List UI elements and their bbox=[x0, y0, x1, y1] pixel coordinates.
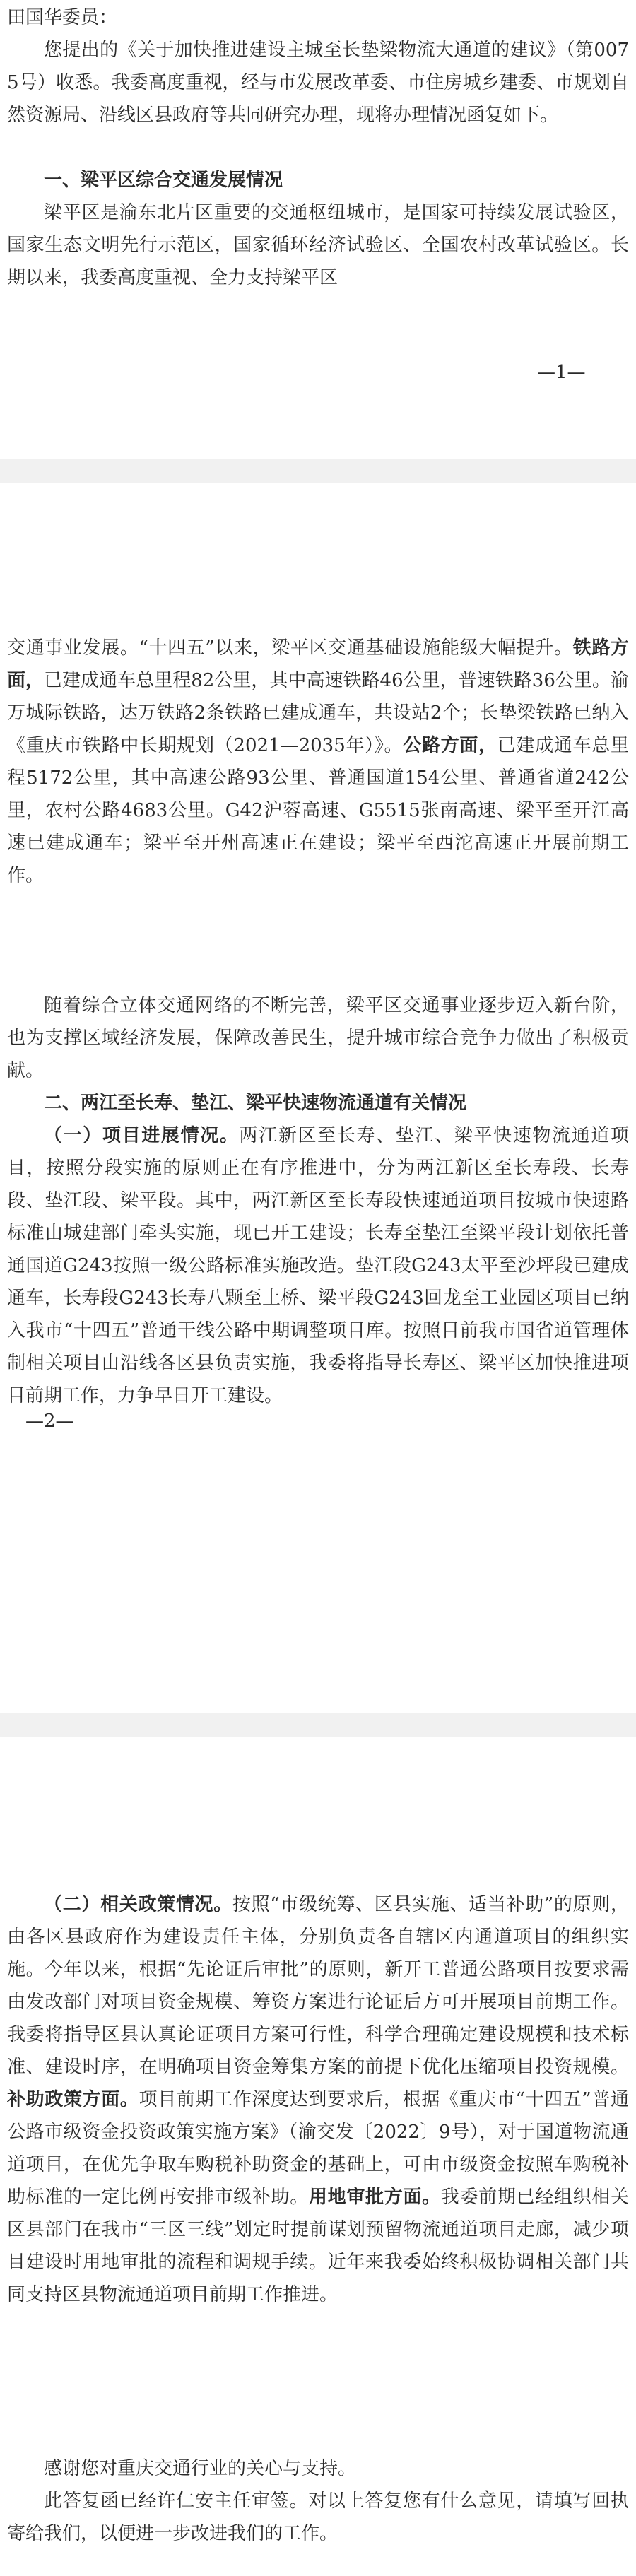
page-number-1: —1— bbox=[537, 362, 586, 383]
thanks-paragraph: 感谢您对重庆交通行业的关心与支持。 bbox=[44, 2458, 357, 2479]
project-progress-label: （一）项目进展情况。 bbox=[44, 1125, 240, 1146]
project-progress-text: 两江新区至长寿、垫江、梁平快速物流通道项目，按照分段实施的原则正在有序推进中，分为两江新区至长寿段、长寿段、垫江段、梁平段。其中，两江新区至长寿段快速通道项目按城市快速路标准由城建部门牵头实施，现已开工建设；长寿至垫江至梁平段计划依托普通国道G243按照一级公路标准实施改造。垫江段G243太平至沙坪段已建成通车，长寿段G243长寿八颗至土桥、梁平段G243回龙至工业园区项目已纳入我市“十四五”普通干线公路中期调整项目库。按照目前我市国省道管理体制相关项目由沿线各区县负责实施，我委将指导长寿区、梁平区加快推进项目前期工作，力争早日开工建设。 bbox=[7, 1125, 629, 1406]
road-text: 已建成通车总里程5172公里，其中高速公路93公里、普通国道154公里、普通省道242公里，农村公路4683公里。G42沪蓉高速、G5515张南高速、梁平至开江高速已建成通车；梁平至开州高速正在建设；梁平至西沱高速正开展前期工作。 bbox=[7, 735, 629, 886]
page-1 bbox=[0, 0, 636, 459]
page-number-2: —2— bbox=[25, 1411, 74, 1432]
rail-text: 已建成通车总里程82公里，其中高速铁路46公里，普速铁路36公里。渝万城际铁路，达万铁路2条铁路已建成通车，共设站2个；长垫梁铁路已纳入《重庆市铁路中长期规划（2021—2035年）》。 bbox=[7, 670, 629, 756]
paragraph-transport-development bbox=[7, 632, 629, 892]
land-approval-text: 我委前期已经组织相关区县部门在我市“三区三线”划定时提前谋划预留物流通道项目走廊，减少项目建设时用地审批的流程和调规手续。近年来我委始终积极协调相关部门共同支持区县物流通道项目前期工作推进。 bbox=[7, 2187, 629, 2305]
closing-paragraph: 此答复函已经许仁安主任审签。对以上答复您有什么意见，请填写回执寄给我们，以便进一步改进我们的工作。 bbox=[7, 2490, 629, 2544]
section-heading-1: 一、梁平区综合交通发展情况 bbox=[44, 170, 283, 191]
page-gap-2 bbox=[0, 1713, 636, 1737]
road-label: 公路方面， bbox=[403, 735, 497, 756]
section-heading-2: 二、两江至长寿、垫江、梁平快速物流通道有关情况 bbox=[44, 1093, 467, 1114]
land-approval-label: 用地审批方面。 bbox=[308, 2187, 441, 2208]
policy-label: （二）相关政策情况。 bbox=[44, 1894, 232, 1915]
page-3 bbox=[0, 1737, 636, 2576]
paragraph-project-progress bbox=[7, 1119, 629, 1412]
intro-paragraph: 您提出的《关于加快推进建设主城至长垫梁物流大通道的建议》（第0075号）收悉。我委高度重视，经与市发展改革委、市住房城乡建委、市规划自然资源局、沿线区县政府等共同研究办理，现将办理情况函复如下。 bbox=[7, 40, 629, 126]
paragraph-liangping-overview: 梁平区是渝东北片区重要的交通枢纽城市，是国家可持续发展试验区，国家生态文明先行示范区，国家循环经济试验区、全国农村改革试验区。长期以来，我委高度重视、全力支持梁平区 bbox=[7, 202, 629, 288]
subsidy-label: 补助政策方面。 bbox=[7, 2089, 139, 2110]
salutation: 田国华委员： bbox=[7, 7, 118, 28]
transport-development-text: 交通事业发展。“十四五”以来，梁平区交通基础设施能级大幅提升。 bbox=[7, 637, 573, 659]
policy-text: 按照“市级统筹、区县实施、适当补助”的原则，由各区县政府作为建设责任主体，分别负责各自辖区内通道项目的组织实施。今年以来，根据“先论证后审批”的原则，新开工普通公路项目按要求需由发改部门对项目资金规模、筹资方案进行论证后方可开展项目前期工作。我委将指导区县认真论证项目方案可行性，科学合理确定建设规模和技术标准、建设时序，在明确项目资金筹集方案的前提下优化压缩项目投资规模。 bbox=[7, 1894, 629, 2078]
rail-label: 铁路方面， bbox=[7, 637, 629, 691]
subsidy-text: 项目前期工作深度达到要求后，根据《重庆市“十四五”普通公路市级资金投资政策实施方案》（渝交发〔2022〕9号），对于国道物流通道项目，在优先争取车购税补助资金的基础上，可由市级资金按照车购税补助标准的一定比例再安排市级补助。 bbox=[7, 2089, 629, 2208]
paragraph-policy bbox=[7, 1888, 629, 2311]
page-2 bbox=[0, 483, 636, 1713]
paragraph-network-improvement: 随着综合立体交通网络的不断完善，梁平区交通事业逐步迈入新台阶，也为支撑区域经济发展，保障改善民生，提升城市综合竞争力做出了积极贡献。 bbox=[7, 995, 629, 1081]
page-gap-1 bbox=[0, 459, 636, 483]
